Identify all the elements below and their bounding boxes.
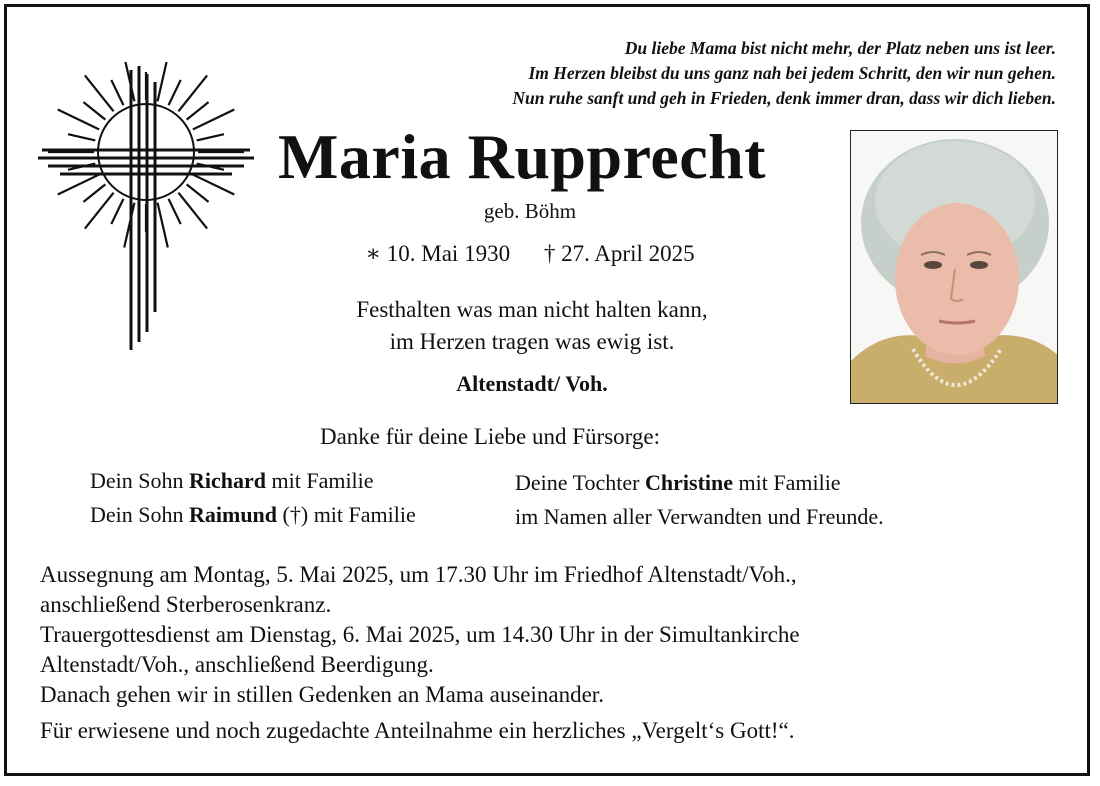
sun-ray: [169, 199, 181, 224]
poem: [512, 36, 1056, 111]
family-right: [515, 466, 884, 534]
service-info: [40, 560, 800, 746]
info-line: Für erwiesene und noch zugedachte Anteilnahme ein herzliches „Vergelt‘s Gott!“.: [40, 718, 795, 743]
poem-line: Nun ruhe sanft und geh in Frieden, denk immer dran, dass wir dich lieben.: [512, 88, 1056, 108]
poem-line: Du liebe Mama bist nicht mehr, der Platz neben uns ist leer.: [624, 38, 1056, 58]
family-entry: im Namen aller Verwandten und Freunde.: [515, 504, 884, 529]
sun-ray: [169, 80, 181, 105]
family-entry: Dein Sohn Richard mit Familie: [90, 468, 374, 493]
sun-ray: [187, 184, 209, 201]
thanks-line: Danke für deine Liebe und Fürsorge:: [319, 424, 660, 449]
sun-ray: [193, 109, 234, 129]
sun-ray: [58, 175, 99, 195]
sun-ray: [83, 184, 105, 201]
family-entry: Dein Sohn Raimund (†) mit Familie: [90, 502, 416, 527]
portrait-photo: [850, 130, 1058, 404]
sun-ray: [158, 203, 168, 248]
cross-icon: [36, 62, 258, 354]
info-line: Aussegnung am Montag, 5. Mai 2025, um 17.30 Uhr im Friedhof Altenstadt/Voh.,: [40, 562, 797, 587]
family-entry: Deine Tochter Christine mit Familie: [515, 470, 841, 495]
birth-date: ∗ 10. Mai 1930: [365, 241, 511, 266]
sun-ray: [111, 80, 123, 105]
family-left: [90, 464, 416, 532]
sun-ray: [197, 134, 224, 140]
info-line: anschließend Sterberosenkranz.: [40, 592, 332, 617]
sun-ray: [83, 102, 105, 119]
deceased-name: Maria Rupprecht: [278, 121, 767, 192]
sun-ray: [187, 102, 209, 119]
quote-line: Festhalten was man nicht halten kann,: [356, 297, 708, 322]
birth-name: geb. Böhm: [483, 199, 577, 223]
sun-ray: [124, 203, 134, 248]
sun-ray: [58, 109, 99, 129]
sun-ray: [193, 175, 234, 195]
sun-ray: [158, 62, 168, 101]
death-date: † 27. April 2025: [543, 241, 695, 266]
sun-ray: [68, 134, 95, 140]
quote: [290, 294, 774, 358]
info-line: Altenstadt/Voh., anschließend Beerdigung.: [40, 652, 434, 677]
sun-ray: [111, 199, 123, 224]
life-dates: [320, 241, 740, 267]
place: Altenstadt/ Voh.: [456, 371, 608, 396]
quote-line: im Herzen tragen was ewig ist.: [389, 329, 675, 354]
poem-line: Im Herzen bleibst du uns ganz nah bei jedem Schritt, den wir nun gehen.: [528, 63, 1056, 83]
info-line: Danach gehen wir in stillen Gedenken an Mama auseinander.: [40, 682, 604, 707]
sun-ray: [124, 62, 134, 101]
info-line: Trauergottesdienst am Dienstag, 6. Mai 2025, um 14.30 Uhr in der Simultankirche: [40, 622, 800, 647]
